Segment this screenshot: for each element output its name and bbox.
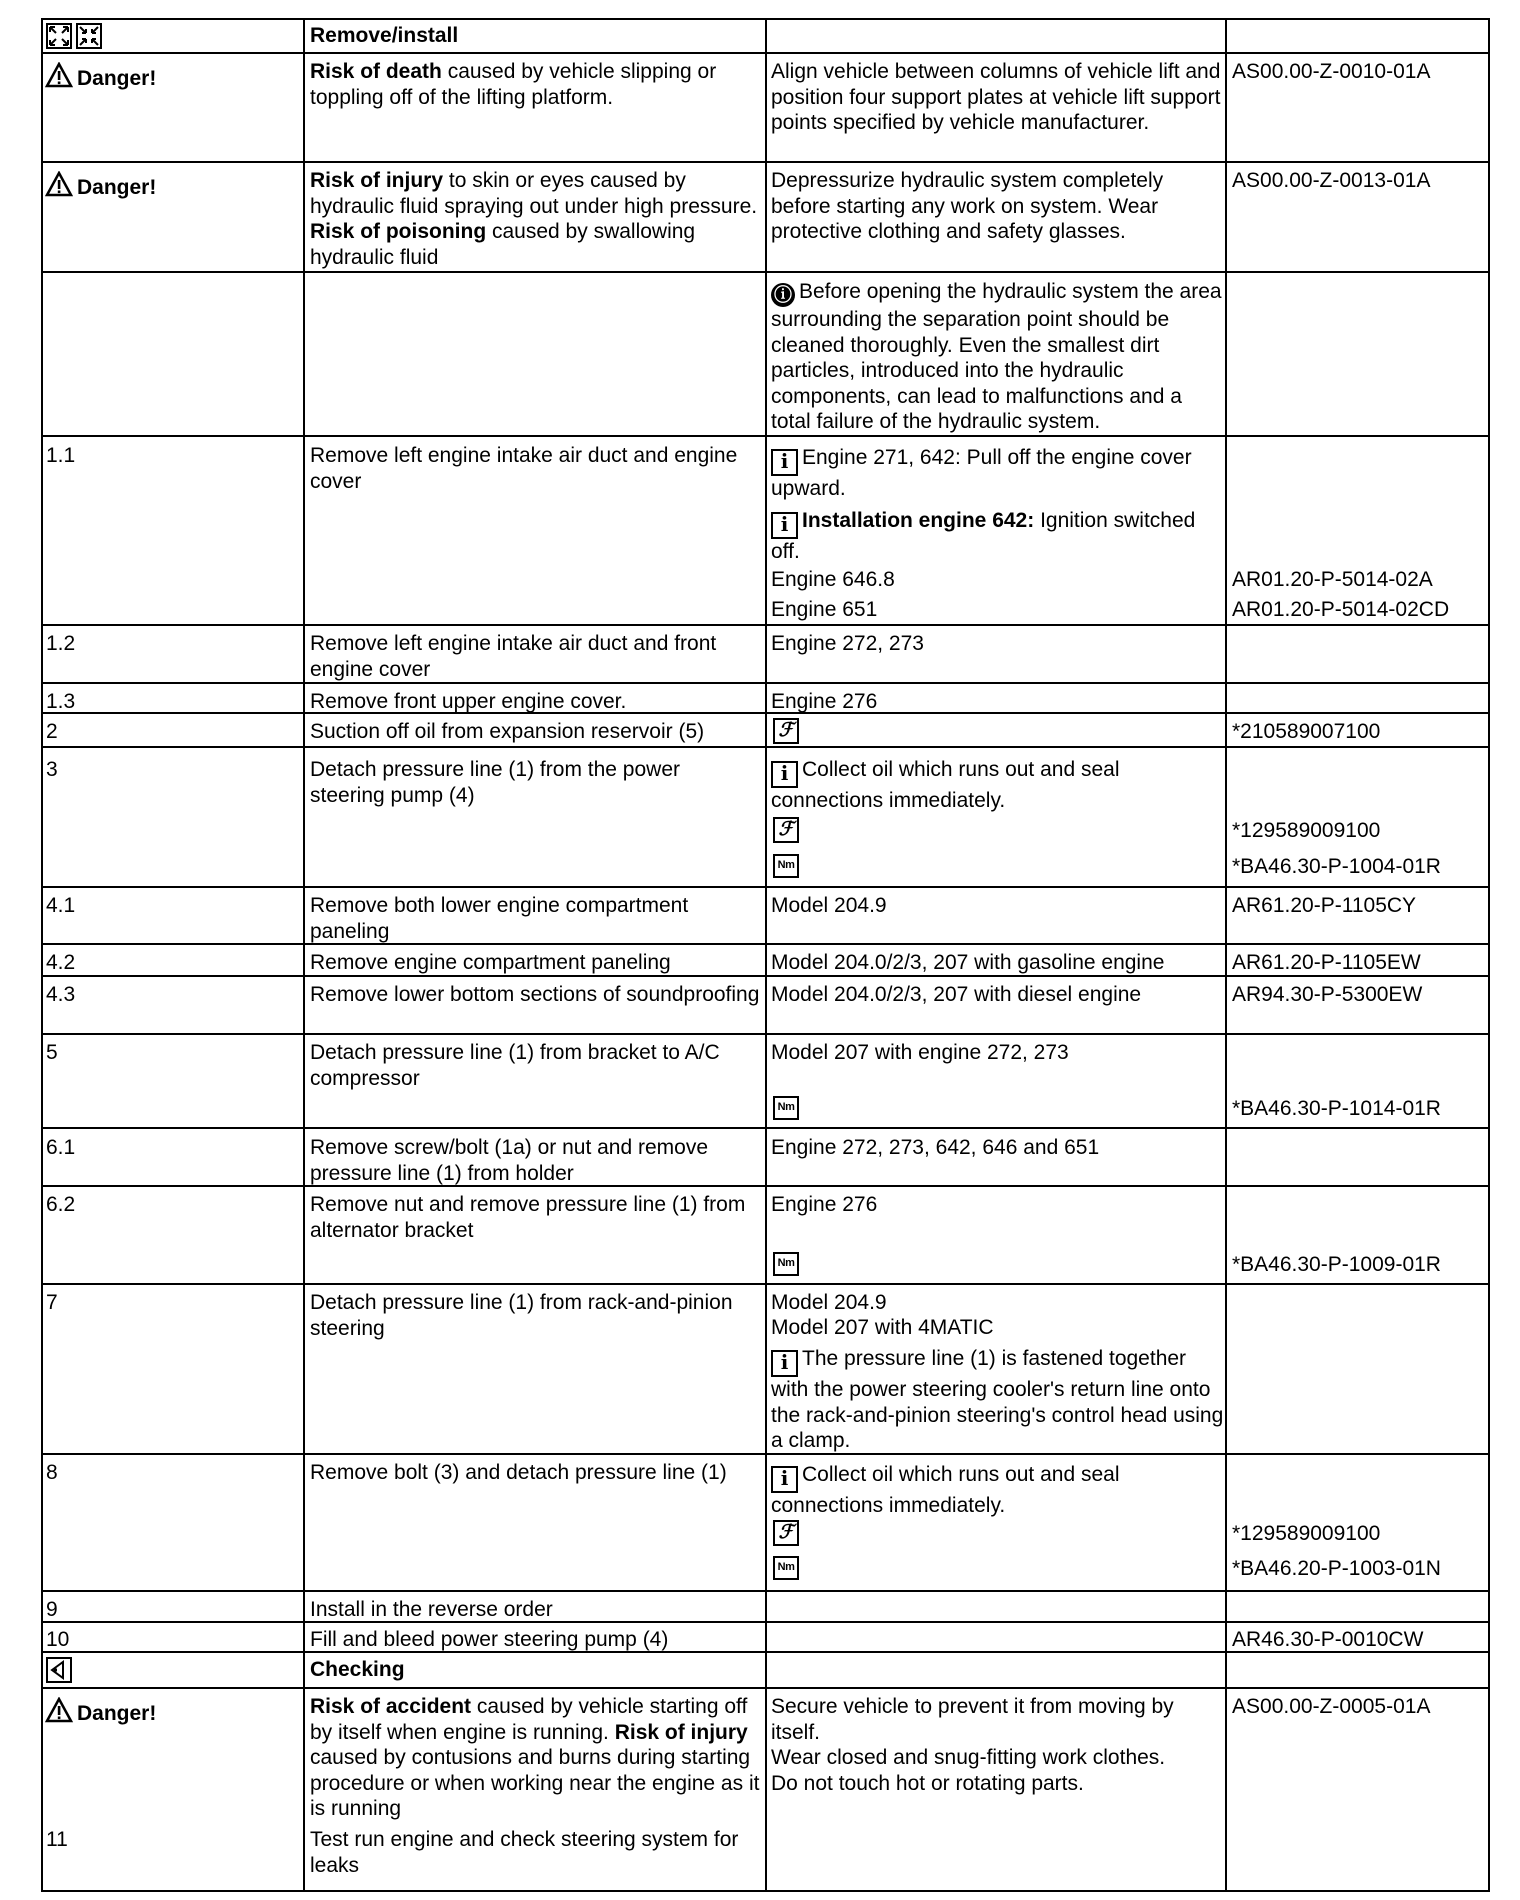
risk-description [310, 168, 760, 270]
special-tool-icon: ℱ [773, 718, 799, 744]
note-icon: ⓘ [771, 283, 795, 307]
row-divider [41, 1283, 1490, 1285]
row-divider [41, 624, 1490, 626]
step-number: 7 [46, 1291, 58, 1314]
risk-description [310, 59, 760, 110]
step-action: Remove screw/bolt (1a) or nut and remove pressure line (1) from holder [310, 1136, 709, 1185]
danger-label [45, 62, 156, 92]
step-number: 9 [46, 1598, 58, 1621]
step-condition: Engine 276 [771, 1193, 878, 1216]
reference-link[interactable]: AR46.30-P-0010CW [1232, 1628, 1424, 1651]
safety-measure: Align vehicle between columns of vehicle lift and position four support plates at vehicle lift support points specified by vehicle manufacturer. [771, 60, 1221, 135]
step-number: 1.2 [46, 632, 76, 655]
step-number: 8 [46, 1461, 58, 1484]
risk-text: caused by vehicle starting off by itself when engine is running. [310, 1695, 748, 1744]
danger-text: Danger! [77, 1702, 157, 1725]
warning-icon [45, 1697, 73, 1723]
reference-link[interactable]: *BA46.20-P-1003-01N [1232, 1557, 1441, 1580]
section-title: Remove/install [310, 24, 459, 47]
step-action: Test run engine and check steering system for leaks [310, 1828, 739, 1877]
torque-icon: Nm [773, 1556, 799, 1580]
step-condition: Model 207 with engine 272, 273 [771, 1041, 1069, 1064]
danger-label [45, 171, 156, 201]
step-action: Detach pressure line (1) from the power steering pump (4) [310, 758, 680, 807]
info-note [771, 1346, 1226, 1454]
note-body: Before opening the hydraulic system the area surrounding the separation point should be cleaned thoroughly. Even the smallest dirt particles, introduced into the hydraulic components, can lead to malfunctions and a total failure of the hydraulic system. [771, 280, 1222, 434]
risk-text: caused by swallowing hydraulic fluid [310, 220, 696, 269]
danger-text: Danger! [77, 176, 157, 199]
row-divider [41, 1185, 1490, 1187]
risk-text: caused by vehicle slipping or toppling off of the lifting platform. [310, 60, 717, 109]
row-divider [41, 746, 1490, 748]
step-number: 4.3 [46, 983, 76, 1006]
step-condition: Model 204.0/2/3, 207 with diesel engine [771, 983, 1142, 1006]
reference-link[interactable]: AR61.20-P-1105CY [1232, 894, 1417, 917]
step-number: 6.2 [46, 1193, 76, 1216]
info-text: Engine 271, 642: Pull off the engine cover upward. [771, 446, 1192, 500]
reference-link[interactable]: *129589009100 [1232, 1522, 1381, 1545]
info-note [771, 508, 1226, 565]
engine-variant: Engine 651 [771, 598, 878, 621]
step-number: 4.1 [46, 894, 76, 917]
column-divider [765, 18, 767, 1892]
step-condition: Model 204.0/2/3, 207 with gasoline engine [771, 951, 1165, 974]
step-action: Remove front upper engine cover. [310, 690, 627, 713]
step-condition: Engine 272, 273, 642, 646 and 651 [771, 1136, 1100, 1159]
info-icon: i [771, 512, 798, 539]
step-action: Install in the reverse order [310, 1598, 553, 1621]
info-note [771, 1462, 1226, 1519]
table-border-right [1488, 18, 1490, 1892]
info-note [771, 445, 1226, 502]
row-divider [41, 1687, 1490, 1689]
row-divider [41, 1590, 1490, 1592]
step-action: Fill and bleed power steering pump (4) [310, 1628, 669, 1651]
step-action: Remove bolt (3) and detach pressure line (1) [310, 1461, 727, 1484]
row-divider [41, 1033, 1490, 1035]
row-divider [41, 435, 1490, 437]
info-icon: i [771, 1466, 798, 1493]
checking-icon [46, 1657, 72, 1683]
risk-bold: Risk of death [310, 60, 442, 83]
step-action: Remove left engine intake air duct and front engine cover [310, 632, 717, 681]
reference-link[interactable]: AS00.00-Z-0005-01A [1232, 1695, 1431, 1718]
risk-text: to skin or eyes caused by hydraulic fluid spraying out under high pressure. [310, 169, 758, 218]
risk-bold: Risk of accident [310, 1695, 472, 1718]
reference-link[interactable]: *210589007100 [1232, 720, 1381, 743]
row-divider [41, 712, 1490, 714]
reference-link[interactable]: *BA46.30-P-1009-01R [1232, 1253, 1441, 1276]
reference-link[interactable]: *BA46.30-P-1014-01R [1232, 1097, 1441, 1120]
step-number: 10 [46, 1628, 70, 1651]
row-divider [41, 1621, 1490, 1623]
step-action: Remove nut and remove pressure line (1) from alternator bracket [310, 1193, 746, 1242]
step-action: Remove left engine intake air duct and engine cover [310, 444, 738, 493]
remove-install-icons [46, 23, 102, 49]
step-condition: Model 204.9 [771, 894, 887, 917]
special-tool-icon: ℱ [773, 817, 799, 843]
warning-icon [45, 62, 73, 88]
row-divider [41, 943, 1490, 945]
reference-link[interactable]: *BA46.30-P-1004-01R [1232, 855, 1441, 878]
reference-link[interactable]: AR94.30-P-5300EW [1232, 983, 1423, 1006]
step-action: Suction off oil from expansion reservoir (5) [310, 720, 705, 743]
table-border-bottom [41, 1890, 1490, 1892]
row-divider [41, 18, 1490, 20]
step-condition: Engine 272, 273 [771, 632, 924, 655]
warning-icon [45, 171, 73, 197]
special-tool-icon: ℱ [773, 1520, 799, 1546]
step-number: 4.2 [46, 951, 76, 974]
reference-link[interactable]: *129589009100 [1232, 819, 1381, 842]
step-number: 3 [46, 758, 58, 781]
row-divider [41, 886, 1490, 888]
step-number: 1.3 [46, 690, 76, 713]
step-action: Remove engine compartment paneling [310, 951, 671, 974]
info-icon: i [771, 449, 798, 476]
reference-link[interactable]: AR01.20-P-5014-02A [1232, 568, 1433, 591]
step-number: 1.1 [46, 444, 76, 467]
safety-measure: Depressurize hydraulic system completely before starting any work on system. Wear protective clothing and safety glasses. [771, 169, 1164, 244]
step-condition: Model 204.9 [771, 1291, 887, 1314]
step-number: 11 [46, 1828, 68, 1851]
info-icon: i [771, 1350, 798, 1377]
risk-bold: Risk of injury [614, 1720, 748, 1744]
step-action: Detach pressure line (1) from rack-and-pinion steering [310, 1291, 733, 1340]
step-action: Detach pressure line (1) from bracket to A/C compressor [310, 1041, 720, 1090]
row-divider [41, 682, 1490, 684]
info-text: Ignition switched off. [771, 509, 1196, 563]
reference-link[interactable]: AS00.00-Z-0010-01A [1232, 60, 1431, 83]
info-bold: Installation engine 642: [802, 509, 1035, 532]
step-condition: Model 207 with 4MATIC [771, 1316, 994, 1339]
step-action: Remove lower bottom sections of soundproofing [310, 983, 760, 1006]
risk-bold: Risk of injury [310, 169, 444, 192]
row-divider [41, 1453, 1490, 1455]
info-note [771, 757, 1226, 814]
note-text [771, 279, 1226, 435]
step-number: 2 [46, 720, 58, 743]
torque-icon: Nm [773, 1252, 799, 1276]
step-number: 6.1 [46, 1136, 76, 1159]
row-divider [41, 52, 1490, 54]
row-divider [41, 271, 1490, 273]
info-icon: i [771, 761, 798, 788]
step-action: Remove both lower engine compartment paneling [310, 894, 689, 943]
row-divider [41, 161, 1490, 163]
danger-text: Danger! [77, 67, 157, 90]
section-title-checking: Checking [310, 1658, 405, 1681]
reference-link[interactable]: AS00.00-Z-0013-01A [1232, 169, 1431, 192]
step-number: 5 [46, 1041, 58, 1064]
risk-bold: Risk of poisoning [310, 220, 487, 244]
engine-variant: Engine 646.8 [771, 568, 895, 591]
risk-text: caused by contusions and burns during starting procedure or when working near the engine as it is running [310, 1746, 760, 1821]
info-text: The pressure line (1) is fastened together with the power steering cooler's return line onto the rack-and-pinion steering's control head using a clamp. [771, 1347, 1224, 1453]
torque-icon: Nm [773, 1096, 799, 1120]
torque-icon: Nm [773, 854, 799, 878]
reference-link[interactable]: AR61.20-P-1105EW [1232, 951, 1421, 974]
safety-measure: Secure vehicle to prevent it from moving by itself. Wear closed and snug-fitting work clothes. Do not touch hot or rotating parts. [771, 1695, 1174, 1795]
reference-link[interactable]: AR01.20-P-5014-02CD [1232, 598, 1450, 621]
danger-label [45, 1697, 156, 1727]
info-text: Collect oil which runs out and seal connections immediately. [771, 758, 1120, 812]
step-condition: Engine 276 [771, 690, 878, 713]
row-divider [41, 1127, 1490, 1129]
table-border-left [41, 18, 43, 1892]
column-divider [303, 18, 305, 1892]
risk-description [310, 1694, 762, 1822]
info-text: Collect oil which runs out and seal connections immediately. [771, 1463, 1120, 1517]
